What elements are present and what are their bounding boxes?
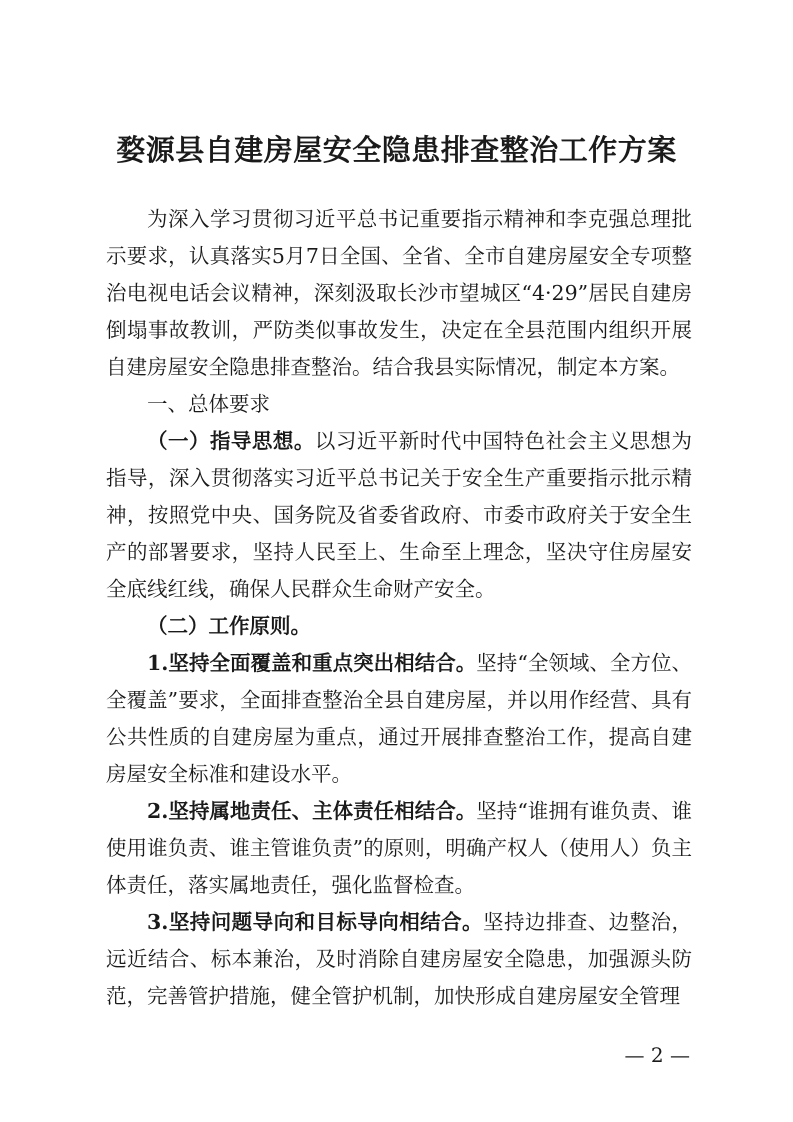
paragraph-lead: （二）工作原则。	[147, 614, 311, 638]
page-number: — 2 —	[624, 1043, 690, 1067]
paragraph-intro	[106, 201, 692, 386]
section-heading-general-requirements	[106, 386, 692, 423]
paragraph-lead: 1.坚持全面覆盖和重点突出相结合。	[147, 651, 477, 675]
paragraph-text: 为深入学习贯彻习近平总书记重要指示精神和李克强总理批示要求，认真落实5月7日全国、全省、全市自建房屋安全专项整治电视电话会议精神，深刻汲取长沙市望城区“4·29”居民自建房倒塌事故教训，严防类似事故发生，决定在全县范围内组织开展自建房屋安全隐患排查整治。结合我县实际情况，制定本方案。	[106, 207, 692, 379]
paragraph-text: 以习近平新时代中国特色社会主义思想为指导，深入贯彻落实习近平总书记关于安全生产重要指示批示精神，按照党中央、国务院及省委省政府、市委市政府关于安全生产的部署要求，坚持人民至上、生命至上理念，坚决守住房屋安全底线红线，确保人民群众生命财产安全。	[106, 429, 693, 601]
document-title: 婺源县自建房屋安全隐患排查整治工作方案	[116, 133, 677, 167]
paragraph-lead: （一）指导思想。	[147, 429, 315, 453]
paragraph-lead: 3.坚持问题导向和目标导向相结合。	[147, 910, 483, 934]
paragraph-text: 坚持边排查、边整治，远近结合、标本兼治，及时消除自建房屋安全隐患，加强源头防范，完善管护措施，健全管护机制，加快形成自建房屋安全管理	[106, 910, 692, 1008]
paragraph-principle-1	[106, 645, 692, 793]
paragraph-working-principles	[106, 608, 692, 645]
paragraph-lead: 2.坚持属地责任、主体责任相结合。	[147, 799, 477, 823]
paragraph-principle-2	[106, 793, 692, 904]
paragraph-text: 坚持“全领域、全方位、全覆盖”要求，全面排查整治全县自建房屋，并以用作经营、具有公共性质的自建房屋为重点，通过开展排查整治工作，提高自建房屋安全标准和建设水平。	[106, 651, 692, 786]
paragraph-guiding-ideology	[106, 423, 692, 608]
document-body	[106, 201, 692, 1015]
paragraph-text: 一、总体要求	[147, 392, 270, 416]
paragraph-text: 坚持“谁拥有谁负责、谁使用谁负责、谁主管谁负责”的原则，明确产权人（使用人）负主体责任，落实属地责任，强化监督检查。	[106, 799, 692, 897]
paragraph-principle-3	[106, 904, 692, 1015]
